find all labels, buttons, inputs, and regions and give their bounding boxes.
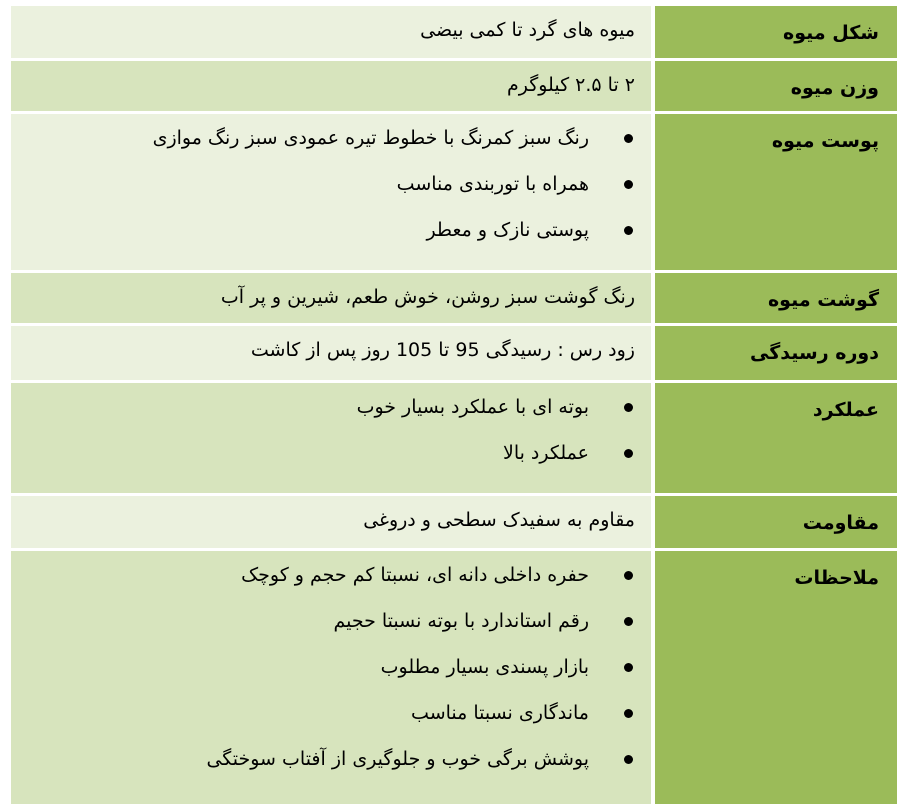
row-fruit-skin xyxy=(11,114,897,273)
list-item: رقم استاندارد با بوته نسبتا حجیم xyxy=(11,607,635,653)
row-value xyxy=(11,383,651,496)
row-label: وزن میوه xyxy=(651,61,897,114)
row-label: مقاومت xyxy=(651,496,897,551)
row-fruit-weight xyxy=(11,61,897,114)
value-text: مقاوم به سفیدک سطحی و دروغی xyxy=(363,509,635,531)
row-fruit-flesh xyxy=(11,273,897,326)
value-text: زود رس : رسیدگی 95 تا 105 روز پس از کاشت xyxy=(250,339,635,361)
row-label: ملاحظات xyxy=(651,551,897,807)
bullet-list xyxy=(11,393,635,485)
list-item: همراه با توربندی مناسب xyxy=(11,170,635,216)
row-value xyxy=(11,6,651,61)
row-value xyxy=(11,61,651,114)
row-fruit-shape xyxy=(11,6,897,61)
list-item: ماندگاری نسبتا مناسب xyxy=(11,699,635,745)
list-item: پوستی نازک و معطر xyxy=(11,216,635,262)
value-text: رنگ گوشت سبز روشن، خوش طعم، شیرین و پر آب xyxy=(220,286,635,308)
row-label: گوشت میوه xyxy=(651,273,897,326)
row-maturity xyxy=(11,326,897,383)
list-item: پوشش برگی خوب و جلوگیری از آفتاب سوختگی xyxy=(11,745,635,791)
row-value xyxy=(11,273,651,326)
list-item: عملکرد بالا xyxy=(11,439,635,485)
row-notes xyxy=(11,551,897,807)
value-text: میوه های گرد تا کمی بیضی xyxy=(420,19,635,41)
row-value xyxy=(11,114,651,273)
list-item: بازار پسندی بسیار مطلوب xyxy=(11,653,635,699)
row-label: عملکرد xyxy=(651,383,897,496)
row-value xyxy=(11,551,651,807)
list-item: رنگ سبز کمرنگ با خطوط تیره عمودی سبز رنگ موازی xyxy=(11,124,635,170)
row-label: پوست میوه xyxy=(651,114,897,273)
row-label: دوره رسیدگی xyxy=(651,326,897,383)
list-item: بوته ای با عملکرد بسیار خوب xyxy=(11,393,635,439)
list-item: حفره داخلی دانه ای، نسبتا کم حجم و کوچک xyxy=(11,561,635,607)
bullet-list xyxy=(11,124,635,262)
row-value xyxy=(11,326,651,383)
row-label: شکل میوه xyxy=(651,6,897,61)
row-yield xyxy=(11,383,897,496)
value-text: ۲ تا ۲.۵ کیلوگرم xyxy=(506,74,635,96)
row-resistance xyxy=(11,496,897,551)
cultivar-spec-table xyxy=(11,6,897,807)
bullet-list xyxy=(11,561,635,791)
row-value xyxy=(11,496,651,551)
